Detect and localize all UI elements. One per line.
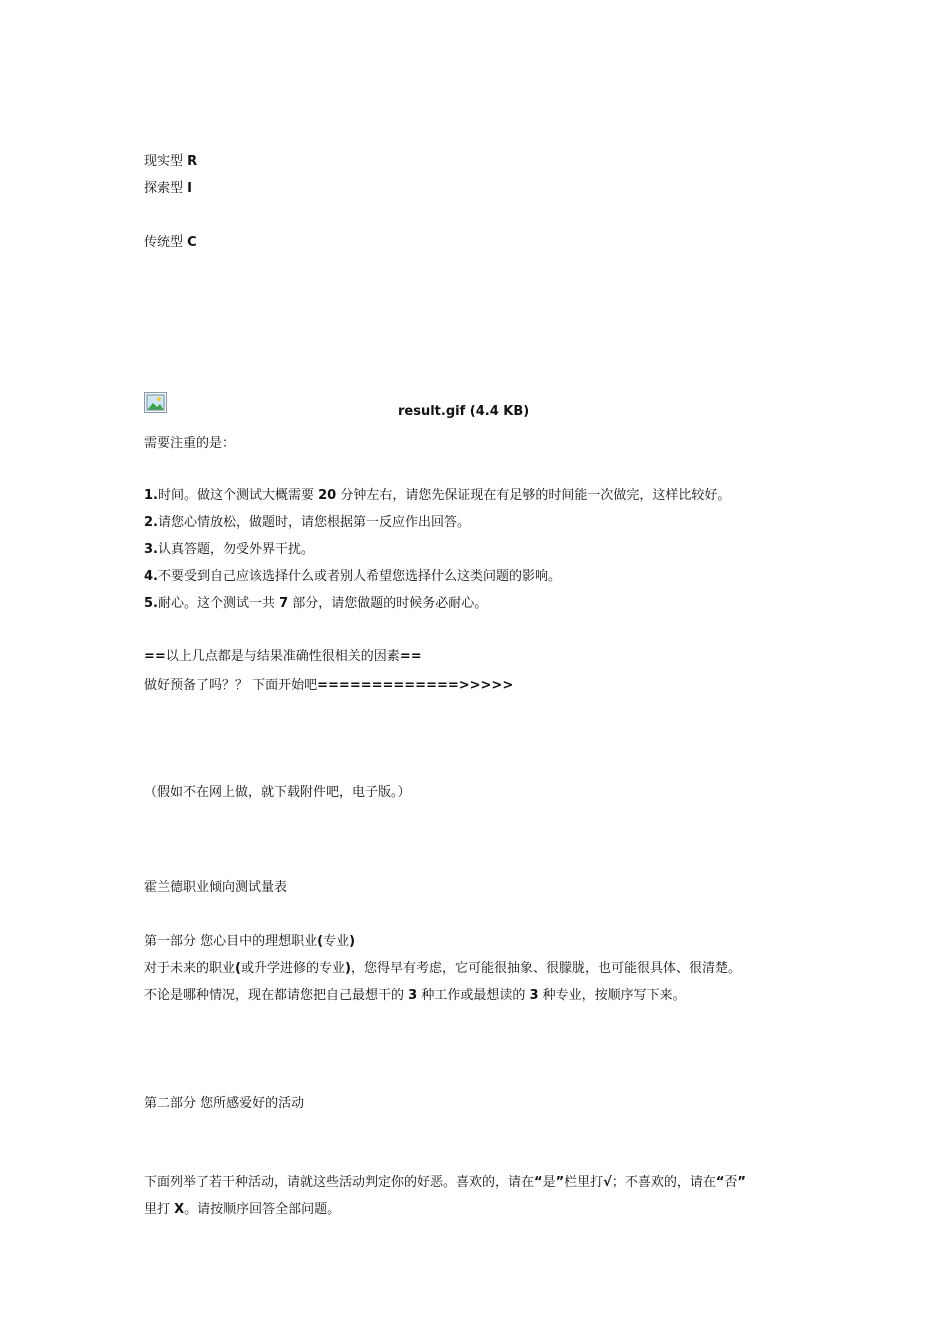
attachment-caption[interactable]: result.gif (4.4 KB): [398, 404, 530, 419]
note-item-1: [144, 487, 730, 505]
image-icon[interactable]: [144, 392, 167, 413]
note-text: 部分，请您做题的时候务必耐心。: [288, 596, 488, 611]
paren: (: [317, 934, 324, 949]
summary-equals: ==: [399, 649, 422, 664]
quote: ”: [555, 1175, 565, 1190]
note-number: 3.: [144, 542, 158, 557]
note-text: 认真答题，勿受外界干扰。: [157, 542, 314, 557]
text: 否: [724, 1175, 738, 1190]
text: 下面列举了若干种活动，请就这些活动判定你的好恶。喜欢的，请在: [144, 1175, 535, 1190]
note-number: 5.: [144, 596, 158, 611]
quote: “: [534, 1175, 543, 1190]
download-note: （假如不在网上做，就下载附件吧，电子版。）: [144, 785, 411, 800]
text: 不论是哪种情况，现在都请您把自己最想干的: [144, 988, 409, 1003]
part1-line-1: [144, 960, 741, 978]
note-item-3: [144, 541, 314, 559]
note-bold: 20: [318, 488, 337, 503]
note-number: 4.: [144, 569, 158, 584]
type-label: 探索型: [144, 181, 184, 196]
text: ；不喜欢的，请在: [611, 1175, 716, 1190]
part1-heading-text: 第一部分 您心目中的理想职业: [144, 934, 318, 949]
type-realistic: [144, 153, 197, 171]
paren: ): [349, 934, 356, 949]
summary-text: 以上几点都是与结果准确性很相关的因素: [165, 649, 400, 664]
type-code: I: [187, 181, 192, 196]
paren: (: [235, 961, 241, 976]
notes-summary: [144, 648, 422, 666]
quote: “: [715, 1175, 725, 1190]
text: 里打: [144, 1202, 175, 1217]
part2-line-1: [144, 1174, 746, 1192]
part1-heading-text: 专业: [323, 934, 350, 949]
text: 是: [542, 1175, 556, 1190]
checkmark-symbol: √: [603, 1175, 612, 1190]
part2-line-2: [144, 1201, 340, 1219]
paren: ): [344, 961, 351, 976]
ready-line: [144, 677, 513, 695]
type-conventional: [144, 234, 197, 252]
note-bold: 7: [279, 596, 289, 611]
note-text: 时间。做这个测试大概需要: [157, 488, 319, 503]
type-label: 现实型: [144, 154, 184, 169]
note-number: 2.: [144, 515, 158, 530]
note-item-4: [144, 568, 561, 586]
text: 种专业，按顺序写下来。: [538, 988, 686, 1003]
note-text: 不要受到自己应该选择什么或者别人希望您选择什么这类问题的影响。: [157, 569, 561, 584]
note-item-5: [144, 595, 487, 613]
text: 栏里打: [564, 1175, 604, 1190]
text: 对于未来的职业: [144, 961, 236, 976]
text: ，您得早有考虑，它可能很抽象、很朦胧，也可能很具体、很清楚。: [350, 961, 741, 976]
x-symbol: X: [174, 1202, 185, 1217]
text: 。请按顺序回答全部问题。: [184, 1202, 341, 1217]
scale-title: 霍兰德职业倾向测试量表: [144, 880, 288, 895]
note-text: 耐心。这个测试一共: [157, 596, 280, 611]
type-investigative: [144, 180, 192, 198]
part1-line-2: [144, 987, 686, 1005]
note-text: 请您心情放松，做题时，请您根据第一反应作出回答。: [157, 515, 470, 530]
type-code: R: [187, 154, 198, 169]
note-item-2: [144, 514, 470, 532]
part1-heading: [144, 933, 355, 951]
type-code: C: [187, 235, 197, 250]
type-label: 传统型: [144, 235, 184, 250]
ready-arrow: =============>>>>>: [317, 678, 514, 693]
summary-equals: ==: [144, 649, 166, 664]
note-number: 1.: [144, 488, 158, 503]
part2-heading: 第二部分 您所感爱好的活动: [144, 1096, 305, 1111]
text: 种工作或最想读的: [417, 988, 530, 1003]
number: 3: [408, 988, 418, 1003]
notes-heading: 需要注重的是：: [144, 436, 236, 451]
text: 或升学进修的专业: [240, 961, 345, 976]
number: 3: [529, 988, 539, 1003]
note-text: 分钟左右，请您先保证现在有足够的时间能一次做完，这样比较好。: [336, 488, 731, 503]
ready-text: 做好预备了吗？？ 下面开始吧: [144, 678, 318, 693]
quote: ”: [737, 1175, 746, 1190]
